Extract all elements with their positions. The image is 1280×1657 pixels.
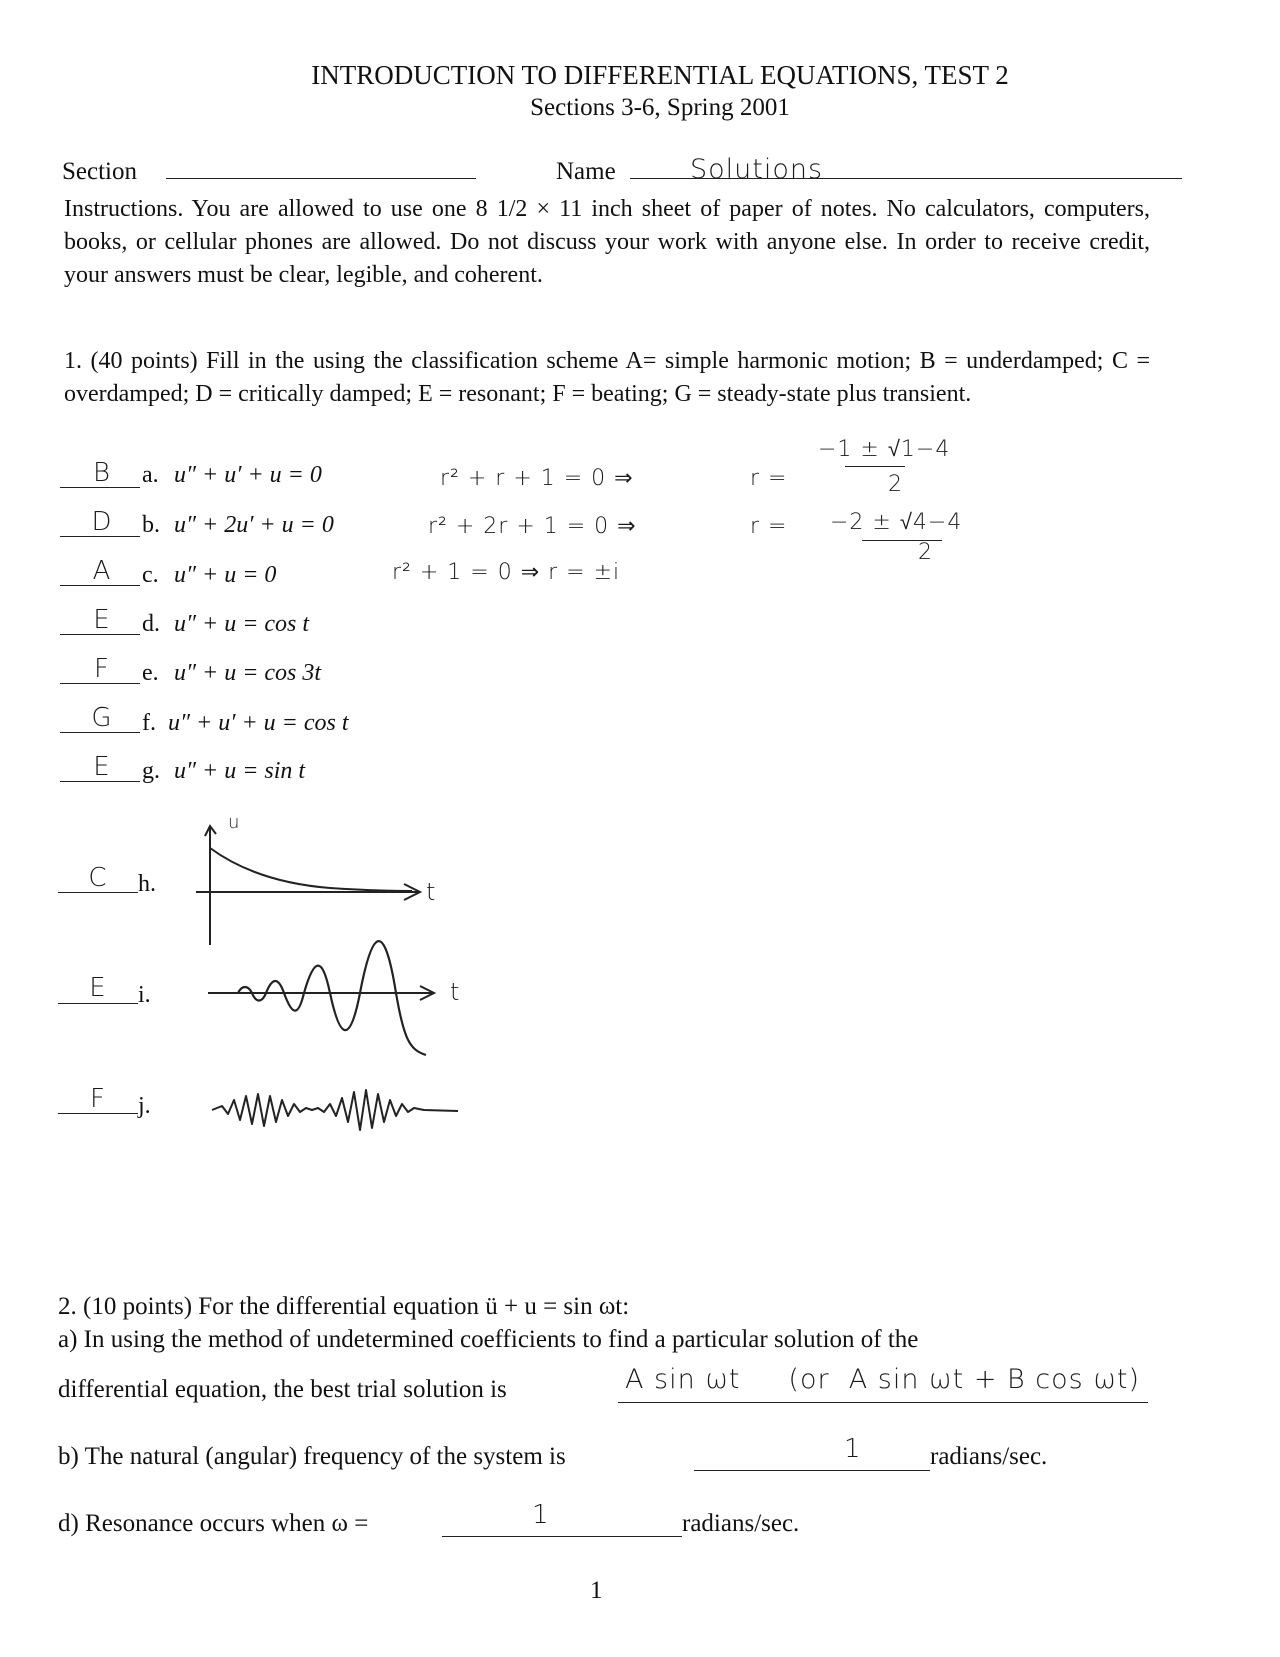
q2b-answer: 1 bbox=[844, 1434, 862, 1464]
work-c: r² + 1 = 0 ⇒ r = ±i bbox=[392, 560, 621, 585]
name-value: Solutions bbox=[690, 154, 824, 185]
item-label: f. bbox=[142, 710, 156, 736]
name-label: Name bbox=[556, 158, 616, 185]
h-u-label: u bbox=[228, 812, 241, 833]
j-beating-curve bbox=[212, 1090, 458, 1130]
answer-value: C bbox=[88, 863, 108, 893]
q2d-answer: 1 bbox=[532, 1500, 550, 1530]
page-number: 1 bbox=[590, 1577, 603, 1604]
item-label: b. bbox=[142, 512, 160, 538]
q2a-text: a) In using the method of undetermined coefficients to find a particular solution of the bbox=[58, 1326, 919, 1353]
answer-value: B bbox=[92, 458, 112, 488]
item-equation: u″ + 2u′ + u = 0 bbox=[174, 512, 334, 538]
item-label: e. bbox=[142, 660, 159, 686]
q2b-answer-blank[interactable] bbox=[694, 1438, 930, 1471]
item-label: h. bbox=[138, 871, 156, 897]
item-label: d. bbox=[142, 611, 160, 637]
work-a-r: r = bbox=[750, 466, 788, 491]
q1-prompt: 1. (40 points) Fill in the using the classification scheme A= simple harmonic motion; B = underdamped; C = overdamped; D = critically damped; E = resonant; F = beating; G = steady-state plus transient. bbox=[64, 348, 1150, 407]
item-equation: u″ + u = cos 3t bbox=[174, 660, 322, 686]
item-label: c. bbox=[142, 562, 159, 588]
item-equation: u″ + u = cos t bbox=[174, 611, 310, 637]
work-b-r: r = bbox=[750, 514, 788, 539]
test-title: INTRODUCTION TO DIFFERENTIAL EQUATIONS, TEST 2 bbox=[311, 60, 1009, 90]
section-field[interactable] bbox=[166, 178, 476, 179]
work-b-numerator: −2 ± √4−4 bbox=[830, 510, 963, 535]
graph-j bbox=[0, 0, 1, 1]
work-a-numerator: −1 ± √1−4 bbox=[818, 437, 951, 462]
q2-prompt: 2. (10 points) For the differential equation ü + u = sin ωt: bbox=[58, 1293, 630, 1320]
answer-value: G bbox=[91, 703, 113, 733]
answer-blank[interactable] bbox=[58, 1003, 138, 1004]
test-subtitle: Sections 3-6, Spring 2001 bbox=[530, 94, 790, 121]
answer-value: F bbox=[94, 654, 110, 684]
q2b-text: b) The natural (angular) frequency of the system is bbox=[58, 1443, 566, 1470]
item-label: a. bbox=[142, 462, 159, 488]
instructions: Instructions. You are allowed to use one 8 1/2 × 11 inch sheet of paper of notes. No calculators, computers, books, or cellular phones are allowed. Do not discuss your work with anyone else. In order to receive credit, your answers must be clear, legible, and coherent. bbox=[64, 196, 1150, 288]
q2d-answer-blank[interactable] bbox=[442, 1504, 682, 1537]
q2a-answer: A sin ωt (or A sin ωt + B cos ωt) bbox=[625, 1364, 1141, 1395]
answer-value: F bbox=[90, 1084, 106, 1114]
work-a: r² + r + 1 = 0 ⇒ bbox=[440, 466, 634, 491]
work-b-denominator: 2 bbox=[918, 540, 933, 565]
fraction-bar bbox=[845, 466, 905, 467]
q2a-text2: differential equation, the best trial solution is bbox=[58, 1376, 507, 1403]
q2d-unit: radians/sec. bbox=[682, 1510, 800, 1537]
answer-value: E bbox=[93, 605, 111, 635]
q2d-text: d) Resonance occurs when ω = bbox=[58, 1510, 369, 1537]
item-equation: u″ + u = 0 bbox=[174, 562, 277, 588]
item-label: j. bbox=[138, 1093, 151, 1119]
section-label: Section bbox=[62, 158, 137, 185]
item-equation: u″ + u′ + u = cos t bbox=[168, 710, 349, 736]
work-b: r² + 2r + 1 = 0 ⇒ bbox=[428, 514, 637, 539]
item-label: i. bbox=[138, 982, 151, 1008]
i-resonance-curve bbox=[238, 941, 426, 1055]
q2b-unit: radians/sec. bbox=[930, 1443, 1048, 1470]
h-decay-curve bbox=[210, 848, 412, 891]
item-label: g. bbox=[142, 758, 160, 784]
answer-value: A bbox=[92, 556, 112, 586]
i-t-label: t bbox=[450, 978, 461, 1006]
work-a-denominator: 2 bbox=[888, 472, 903, 497]
item-equation: u″ + u = sin t bbox=[174, 758, 306, 784]
item-equation: u″ + u′ + u = 0 bbox=[174, 462, 322, 488]
answer-value: E bbox=[93, 752, 111, 782]
answer-value: D bbox=[91, 507, 113, 537]
answer-value: E bbox=[89, 973, 107, 1003]
h-t-label: t bbox=[426, 878, 437, 906]
